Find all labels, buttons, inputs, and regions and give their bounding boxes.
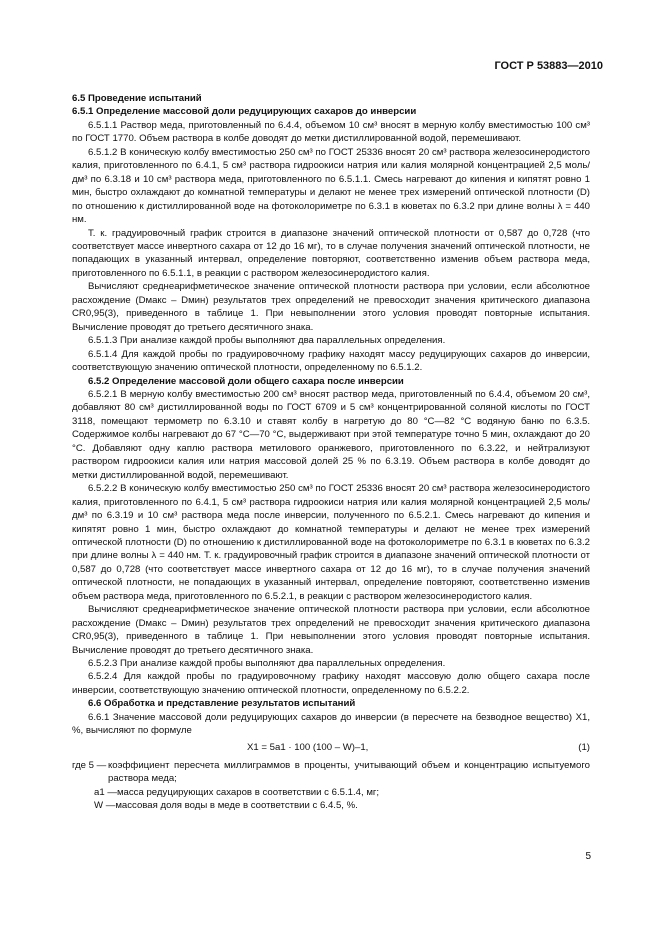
- paragraph: 6.5.1.1 Раствор меда, приготовленный по 6.4.4, объемом 10 см³ вносят в мерную колбу вместимостью 100 см³ по ГОСТ 1770. Объем раствора в колбе доводят до метки дистиллированной водой, перемешивают.: [72, 119, 590, 145]
- section-heading: 6.6 Обработка и представление результатов испытаний: [88, 698, 356, 710]
- document-body: [72, 92, 590, 813]
- paragraph: 6.5.2.1 В мерную колбу вместимостью 200 см³ вносят раствор меда, приготовленный по 6.4.4, объемом 20 см³, добавляют 80 см³ дистиллированной воды по ГОСТ 6709 и 5 см³ концентрированной соляной кислоты по ГОСТ 3118, помещают термометр по 6.3.10 и ставят колбу в нагретую до 80 °С—82 °С водяную баню по 6.3.5. Содержимое колбы нагревают до 67 °С—70 °С, выдерживают при этой температуре точно 5 мин, охлаждают до 20 °С. Добавляют одну каплю раствора метилового оранжевого, приготовленного по 6.3.22, и нейтрализуют раствором гидроокиси калия или натрия массовой долей 25 % по 6.3.19. Объем раствора в колбе доводят до метки дистиллированной водой, перемешивают.: [72, 388, 590, 481]
- paragraph: 6.5.2.3 При анализе каждой пробы выполняют два параллельных определения.: [88, 658, 446, 670]
- definition-term: W —: [94, 800, 116, 812]
- formula-definitions: [72, 759, 590, 813]
- formula-1: [72, 741, 590, 756]
- definition-term: a1 —: [94, 786, 117, 798]
- definition-item: [72, 786, 590, 799]
- formula-number: (1): [578, 741, 590, 753]
- page-number: 5: [585, 851, 591, 862]
- definition-item: [72, 759, 590, 786]
- paragraph: Т. к. градуировочный график строится в диапазоне значений оптической плотности от 0,587 до 0,728 (что соответствует массе инвертного сахара от 12 до 16 мг), то в случае получения значений оптической плотности, не попадающих в указанный интервал, определение повторяют, соответственно изменив объем раствора меда, приготовленного по 6.5.1.1, в реакции с раствором железосинеродистого калия.: [72, 227, 590, 279]
- paragraph: 6.5.2.2 В коническую колбу вместимостью 250 см³ по ГОСТ 25336 вносят 20 см³ раствора железосинеродистого калия, приготовленного по 6.4.1, 5 см³ раствора гидроокиси натрия или калия молярной концентрацией 2,5 моль/дм³ по 6.3.19 и 10 см³ раствора меда после инверсии, полученного по 6.5.2.1. Смесь нагревают до кипения и кипятят ровно 1 мин, быстро охлаждают до комнатной температуры и делают не менее трех измерений оптической плотности (D) по отношению к дистиллированной воде на фотоколориметре по 6.3.1 в кюветах по 6.3.2 при длине волны λ = 440 нм. Т. к. градуировочный график строится в диапазоне значений оптической плотности от 0,587 до 0,728 (что соответствует массе инвертного сахара от 12 до 16 мг), то в случае получения значений оптической плотности, не попадающих в указанный интервал, определение повторяют, соответственно изменив объем раствора меда, приготовленного по 6.5.2.1, в реакции с раствором железосинеродистого калия.: [72, 483, 590, 602]
- formula-expression: X1 = 5a1 · 100 (100 – W)–1,: [247, 741, 369, 753]
- definition-term: где 5 —: [72, 759, 107, 771]
- paragraph: Вычисляют среднеарифметическое значение оптической плотности раствора при условии, если абсолютное расхождение (Dмакс – Dмин) результатов трех определений не превосходит значения критического диапазона CR0,95(3), приведенного в таблице 1. При невыполнении этого условия проводят повторные испытания. Вычисление проводят до третьего десятичного знака.: [72, 604, 590, 656]
- paragraph: 6.5.2.4 Для каждой пробы по градуировочному графику находят массовую долю общего сахара после инверсии, соответствующую значению оптической плотности, определенному по 6.5.2.2.: [72, 671, 590, 696]
- section-heading: 6.5 Проведение испытаний: [72, 93, 202, 104]
- subsection-heading: 6.5.1 Определение массовой доли редуцирующих сахаров до инверсии: [72, 106, 417, 118]
- definition-description: масса редуцирующих сахаров в соответствии с 6.5.1.4, мг;: [116, 786, 380, 798]
- paragraph: 6.5.1.3 При анализе каждой пробы выполняют два параллельных определения.: [88, 335, 446, 347]
- paragraph: Вычисляют среднеарифметическое значение оптической плотности раствора при условии, если абсолютное расхождение (Dмакс – Dмин) результатов трех определений не превосходит значения критического диапазона CR0,95(3), приведенного в таблице 1. При невыполнении этого условия проводят повторные испытания. Вычисление проводят до третьего десятичного знака.: [72, 281, 590, 333]
- definition-description: массовая доля воды в меде в соответствии с 6.4.5, %.: [115, 800, 358, 812]
- paragraph: 6.6.1 Значение массовой доли редуцирующих сахаров до инверсии (в пересчете на безводное вещество) X1, %, вычисляют по формуле: [72, 711, 590, 737]
- subsection-heading: 6.5.2 Определение массовой доли общего сахара после инверсии: [88, 375, 404, 387]
- definition-item: [72, 799, 590, 812]
- paragraph: 6.5.1.2 В коническую колбу вместимостью 250 см³ по ГОСТ 25336 вносят 20 см³ раствора железосинеродистого калия, приготовленного по 6.4.1, 5 см³ раствора гидроокиси натрия или калия молярной концентрацией 2,5 моль/дм³ по 6.3.18 и 10 см³ раствора меда, приготовленного по 6.5.1.1. Смесь нагревают до кипения и кипятят ровно 1 мин, быстро охлаждают до комнатной температуры и делают не менее трех измерений оптической плотности (D) по отношению к дистиллированной воде на фотоколориметре по 6.3.1 в кюветах по 6.3.2 при длине волны λ = 440 нм.: [72, 146, 590, 226]
- paragraph: 6.5.1.4 Для каждой пробы по градуировочному графику находят массу редуцирующих сахаров до инверсии, соответствующую значению оптической плотности, определенному по 6.5.1.2.: [72, 348, 590, 374]
- standard-number: ГОСТ Р 53883—2010: [494, 60, 603, 72]
- definition-description: коэффициент пересчета миллиграммов в проценты, учитывающий объем и концентрацию испытуемого раствора меда;: [108, 759, 590, 785]
